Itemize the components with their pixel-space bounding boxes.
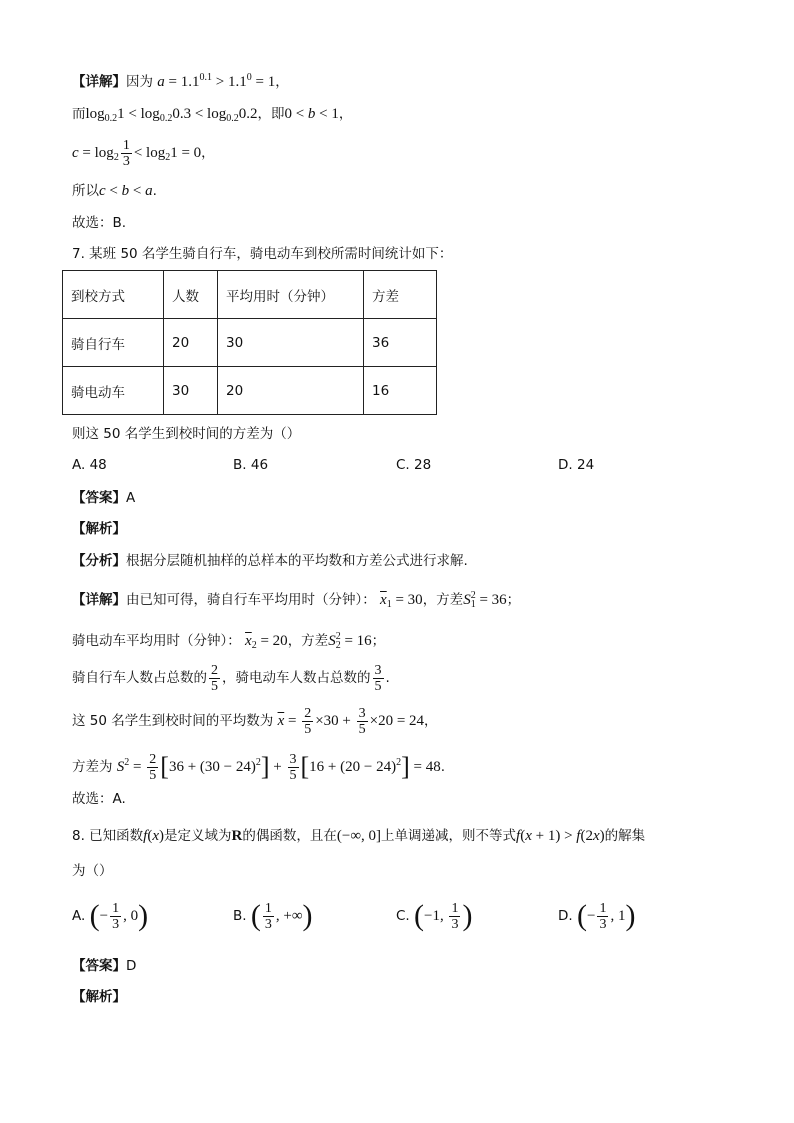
q8-analysis-tag: 【解析】 xyxy=(72,989,126,1005)
q7-table xyxy=(62,270,437,415)
table-cell: 骑自行车 xyxy=(63,319,164,367)
q7-detail-4: 这 50 名学生到校时间的平均数为 $\overline{x}$ = $\frac{2}{5}$ ×30 + $\frac{3}{5}$ ×20 = 24， xyxy=(72,705,438,737)
formula: (− $\frac{1}{3}$ , 0) xyxy=(89,899,149,932)
q7-detail-5: 方差为 $S^2$ = $\frac{2}{5}$ $[36 + (30 - 24)^2]$ + $\frac{3}{5}$ $[16 + (20 - 24)^2] = 48$. xyxy=(72,751,446,783)
answer-tag: 【答案】 xyxy=(72,490,126,506)
detail-line-3: $c = \log_2$ $\frac{1}{3}$ < $\log_21 = 0$， xyxy=(72,137,215,169)
q7-detail-1: 【详解】由已知可得，骑自行车平均用时（分钟）： $\overline{x}_1 = 30$，方差$S^2_1 = 36$； xyxy=(72,590,521,610)
choose-line-2: 故选：A. xyxy=(72,791,126,807)
q8-stem: 8. 已知函数f(x)是定义域为R的偶函数，且在(−∞, 0]上单调递减，则不等式f(x + 1) > f(2x)的解集 xyxy=(72,828,646,844)
table-cell: 方差 xyxy=(364,271,437,319)
formula: $S^2$ = $\frac{2}{5}$ $[36 + (30 - 24)^2]$ + $\frac{3}{5}$ $[16 + (20 - 24)^2] = 48$ xyxy=(116,751,441,783)
q8-answer: 【答案】D xyxy=(72,958,137,974)
table-cell: 到校方式 xyxy=(63,271,164,319)
q7-ask: 则这 50 名学生到校时间的方差为（） xyxy=(72,426,301,442)
q7-option-b[interactable]: B. 46 xyxy=(233,457,269,473)
q7-option-a[interactable]: A. 48 xyxy=(72,457,107,473)
q7-analysis-tag: 【解析】 xyxy=(72,521,126,537)
detail-line-4: 所以c < b < a. xyxy=(72,183,157,199)
table-cell: 20 xyxy=(164,319,218,367)
q8-option-d[interactable]: D. (− $\frac{1}{3}$ , 1) xyxy=(558,899,636,932)
table-header-row xyxy=(63,271,437,319)
table-cell: 30 xyxy=(218,319,364,367)
formula: ( $\frac{1}{3}$ , +∞) xyxy=(250,899,313,932)
formula: 0 < b < 1 xyxy=(284,106,339,122)
table-cell: 骑电动车 xyxy=(63,367,164,415)
formula: f(x + 1) > f(2x) xyxy=(516,828,605,844)
formula: (−1, $\frac{1}{3}$ ) xyxy=(414,899,473,932)
table-row xyxy=(63,319,437,367)
formula: (− $\frac{1}{3}$ , 1) xyxy=(576,899,636,932)
q7-answer: 【答案】A xyxy=(72,490,136,506)
formula: $\overline{x}_2 = 20$ xyxy=(245,633,288,651)
formula: $a = 1.1^{0.1} > 1.1^0 = 1$ xyxy=(157,72,276,90)
q7-option-d[interactable]: D. 24 xyxy=(558,457,595,473)
formula: R xyxy=(231,828,243,844)
table-cell: 16 xyxy=(364,367,437,415)
table-cell: 30 xyxy=(164,367,218,415)
formula: $c = \log_2$ $\frac{1}{3}$ < $\log_21 = 0$ xyxy=(72,137,202,169)
formula: $S^2_1 = 36$ xyxy=(463,590,507,610)
table-cell: 20 xyxy=(218,367,364,415)
table-cell: 36 xyxy=(364,319,437,367)
table-cell: 人数 xyxy=(164,271,218,319)
choose-line-1: 故选：B. xyxy=(72,215,127,231)
detail-line-2: 而$\log_{0.2}1 < \log_{0.2}0.3 < \log_{0.2}0.2$，即0 < b < 1， xyxy=(72,106,353,124)
detail-tag: 【详解】 xyxy=(72,74,126,90)
formula: $\overline{x}$ = $\frac{2}{5}$ ×30 + $\frac{3}{5}$ ×20 = 24 xyxy=(277,705,425,737)
formula: (−∞, 0] xyxy=(336,828,382,844)
q7-stem: 7. 某班 50 名学生骑自行车，骑电动车到校所需时间统计如下： xyxy=(72,246,453,262)
formula: $S^2_2 = 16$ xyxy=(328,631,372,651)
q7-detail-3: 骑自行车人数占总数的 $\frac{2}{5}$ ，骑电动车人数占总数的 $\frac{3}{5}$ . xyxy=(72,662,390,694)
q7-fenxi: 【分析】根据分层随机抽样的总样本的平均数和方差公式进行求解. xyxy=(72,553,468,569)
formula: f(x) xyxy=(143,828,165,844)
detail-line-1: 【详解】因为 $a = 1.1^{0.1} > 1.1^0 = 1$， xyxy=(72,72,289,90)
formula: $\overline{x}_1 = 30$ xyxy=(380,592,423,610)
q8-option-b[interactable]: B. ( $\frac{1}{3}$ , +∞) xyxy=(233,899,313,932)
formula: $\log_{0.2}1 < \log_{0.2}0.3 < \log_{0.2}0.2$ xyxy=(85,106,258,124)
formula: c < b < a xyxy=(99,183,153,199)
q8-option-a[interactable]: A. (− $\frac{1}{3}$ , 0) xyxy=(72,899,149,932)
q8-stem-2: 为（） xyxy=(72,863,113,879)
table-row xyxy=(63,367,437,415)
table-cell: 平均用时（分钟） xyxy=(218,271,364,319)
q7-detail-2: 骑电动车平均用时（分钟）： $\overline{x}_2 = 20$，方差$S^2_2 = 16$； xyxy=(72,631,386,651)
q7-option-c[interactable]: C. 28 xyxy=(396,457,432,473)
answer-tag: 【答案】 xyxy=(72,958,126,974)
q8-option-c[interactable]: C. (−1, $\frac{1}{3}$ ) xyxy=(396,899,473,932)
